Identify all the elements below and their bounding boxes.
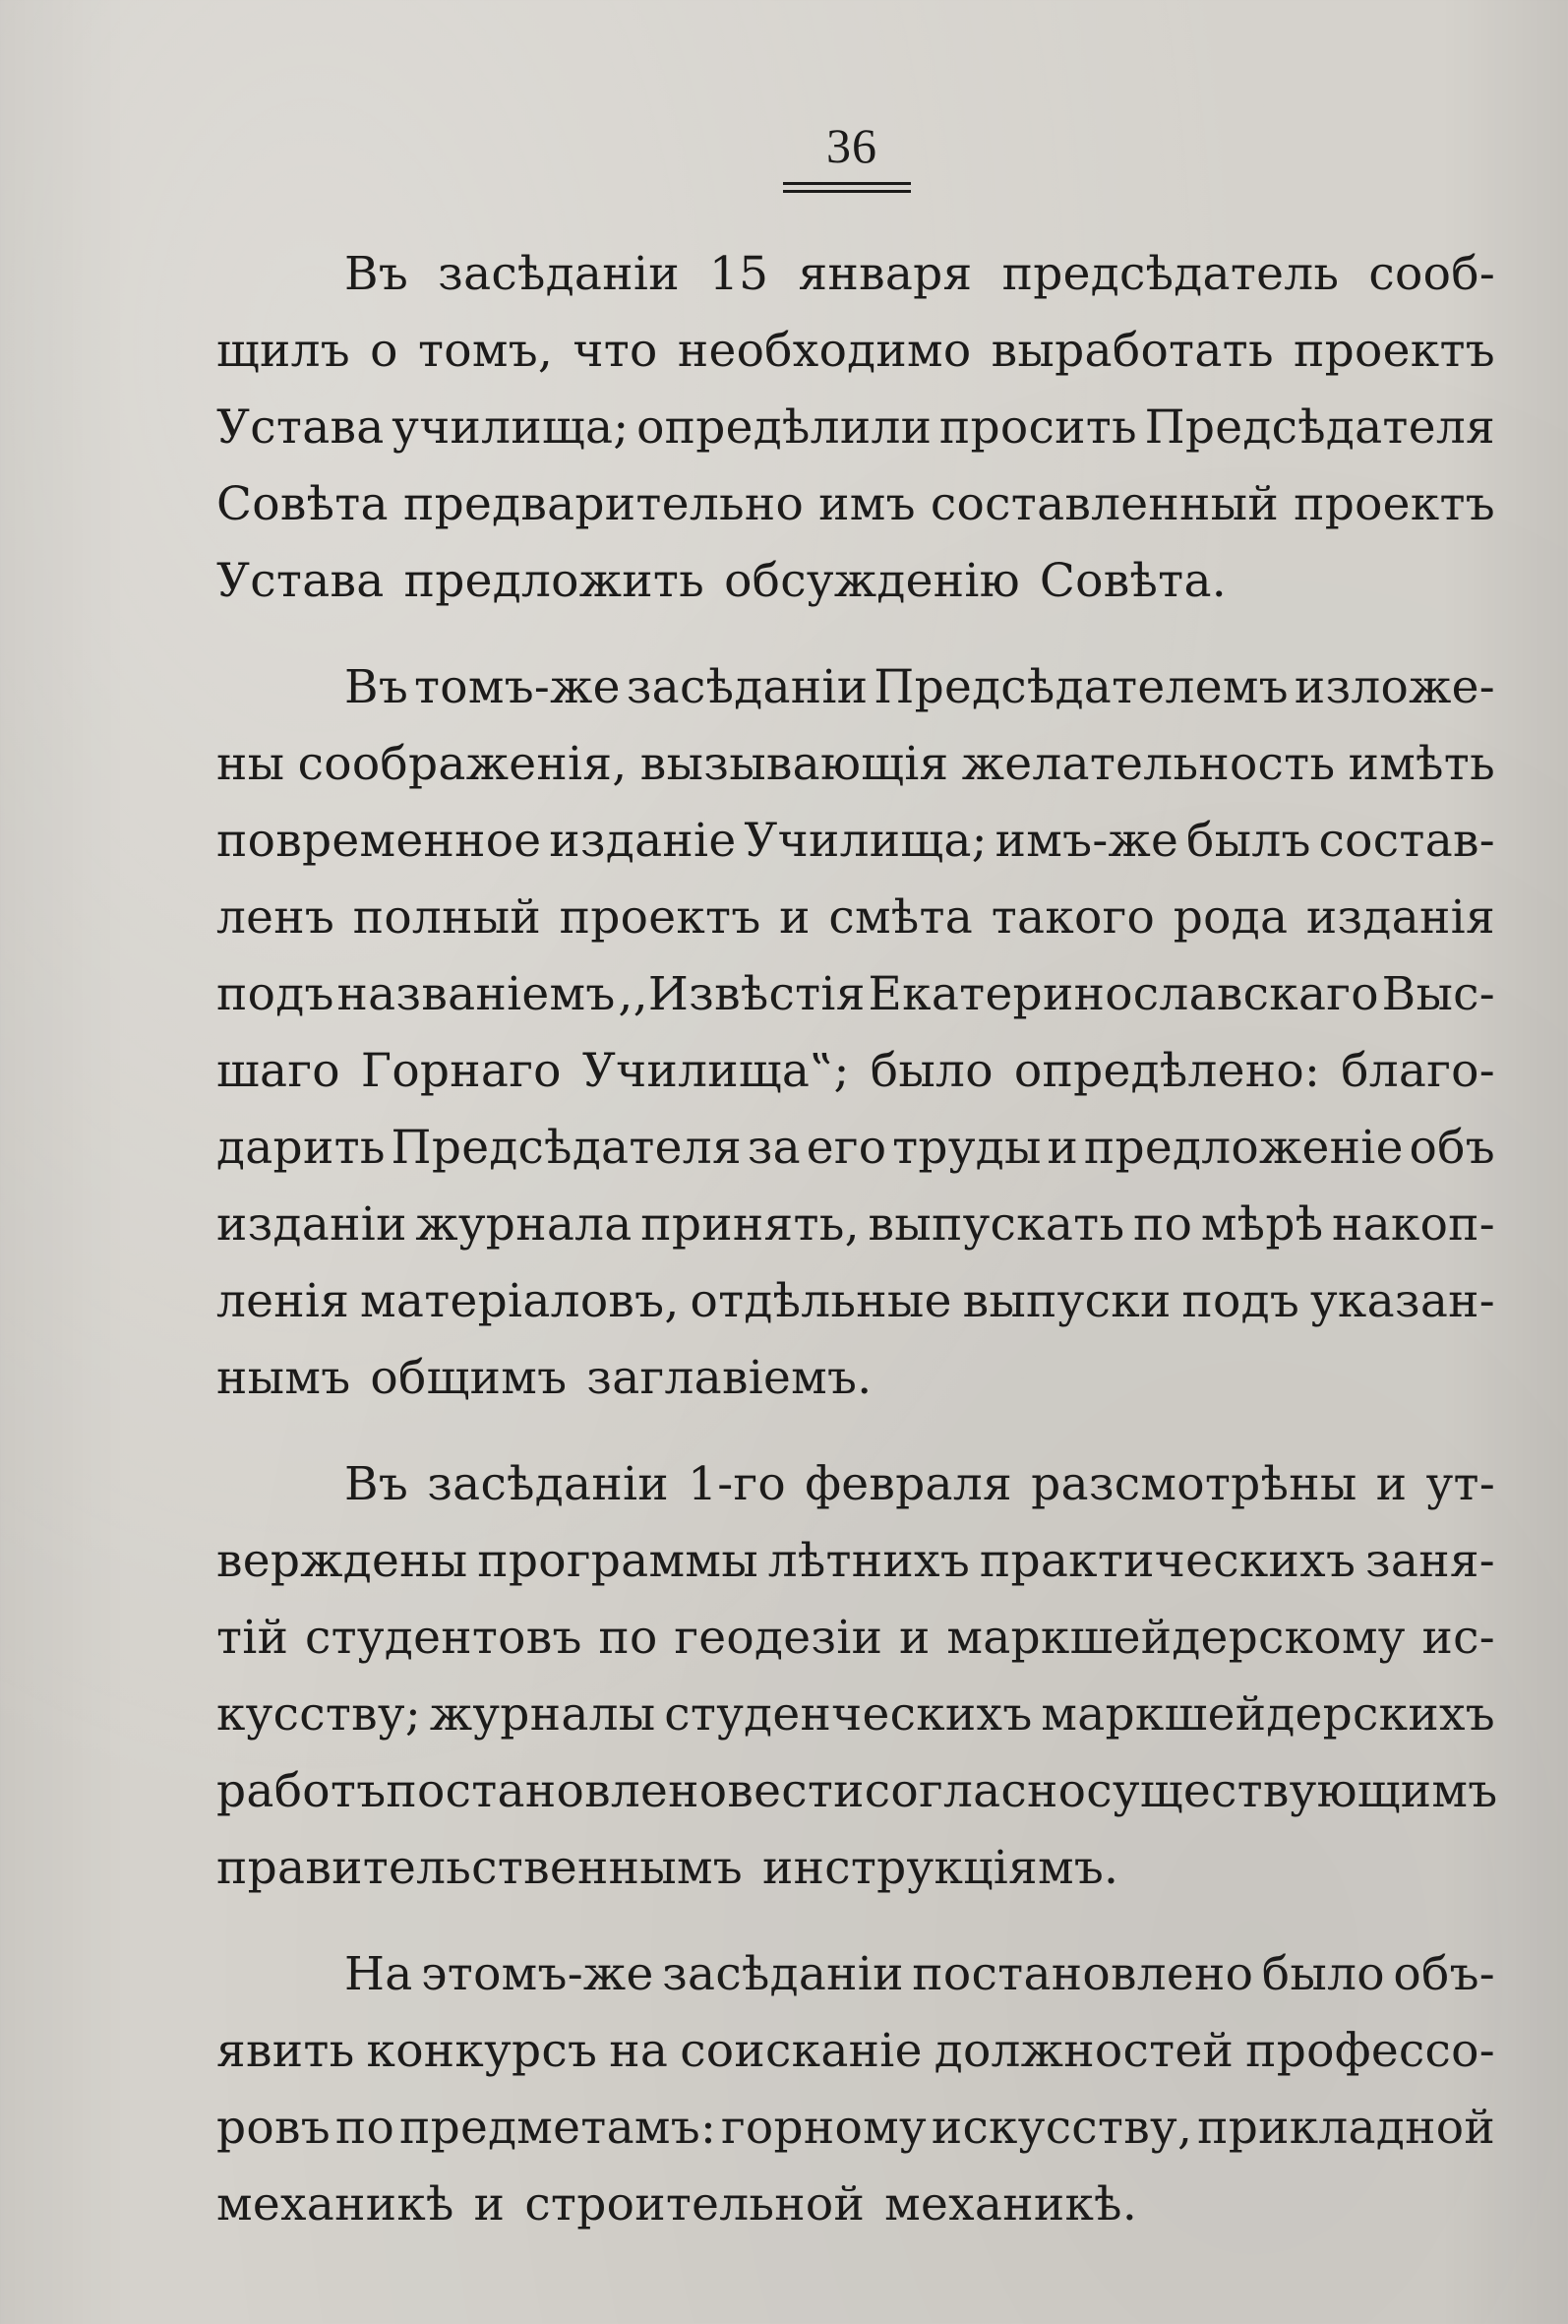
text-line: Устава училища; опредѣлили просить Предсѣдателя [216, 400, 1495, 455]
text-line: Въ засѣданiи 15 января предсѣдатель сооб- [344, 247, 1495, 301]
page-number-rule-bottom [783, 190, 911, 193]
text-line: Въ томъ-же засѣданiи Предсѣдателемъ изложе- [344, 660, 1495, 714]
text-line: явить конкурсъ на соисканiе должностей профессо- [216, 2024, 1495, 2078]
text-line: Совѣта предварительно имъ составленный проектъ [216, 477, 1495, 531]
page-number-rule-top [783, 182, 911, 185]
text-line: тiй студентовъ по геодезiи и маркшейдерскому ис- [216, 1611, 1495, 1665]
text-line: работъ постановлено вести согласно существующимъ [216, 1764, 1498, 1818]
text-line: ленiя матерiаловъ, отдѣльные выпуски подъ указан- [216, 1274, 1495, 1328]
text-line: подъ названiемъ ,,Извѣстiя Екатеринославскаго Выс- [216, 967, 1495, 1021]
text-line: механикѣ и строительной механикѣ. [216, 2177, 1138, 2232]
paragraph-3 [216, 1446, 1498, 1907]
text-line: Въ засѣданiи 1-го февраля разсмотрѣны и ут- [344, 1457, 1495, 1511]
paragraph-4 [216, 1936, 1495, 2243]
text-line: На этомъ-же засѣданiи постановлено было объ- [344, 1947, 1495, 2001]
page-number: 36 [826, 118, 877, 173]
text-line: ны соображенiя, вызывающiя желательность имѣть [216, 737, 1495, 791]
text-line: шаго Горнаго Училища‟; было опредѣлено: благо- [216, 1044, 1495, 1098]
text-line: изданiи журнала принять, выпускать по мѣрѣ накоп- [216, 1197, 1495, 1252]
text-line: нымъ общимъ заглавiемъ. [216, 1351, 873, 1405]
paragraph-1 [216, 236, 1495, 620]
body-text [216, 236, 1498, 2273]
text-line: щилъ о томъ, что необходимо выработать проектъ [216, 324, 1495, 378]
text-line: дарить Предсѣдателя за его труды и предложенiе объ [216, 1121, 1495, 1175]
text-line: кусству; журналы студенческихъ маркшейдерскихъ [216, 1687, 1495, 1742]
text-line: ровъ по предметамъ: горному искусству, прикладной [216, 2101, 1495, 2155]
text-line: ленъ полный проектъ и смѣта такого рода изданiя [216, 890, 1495, 945]
paragraph-2 [216, 649, 1495, 1417]
text-line: повременное изданiе Училища; имъ-же былъ состав- [216, 814, 1495, 868]
text-line: верждены программы лѣтнихъ практическихъ заня- [216, 1534, 1495, 1588]
text-line: правительственнымъ инструкцiямъ. [216, 1841, 1119, 1895]
text-line: Устава предложить обсужденiю Совѣта. [216, 554, 1228, 608]
